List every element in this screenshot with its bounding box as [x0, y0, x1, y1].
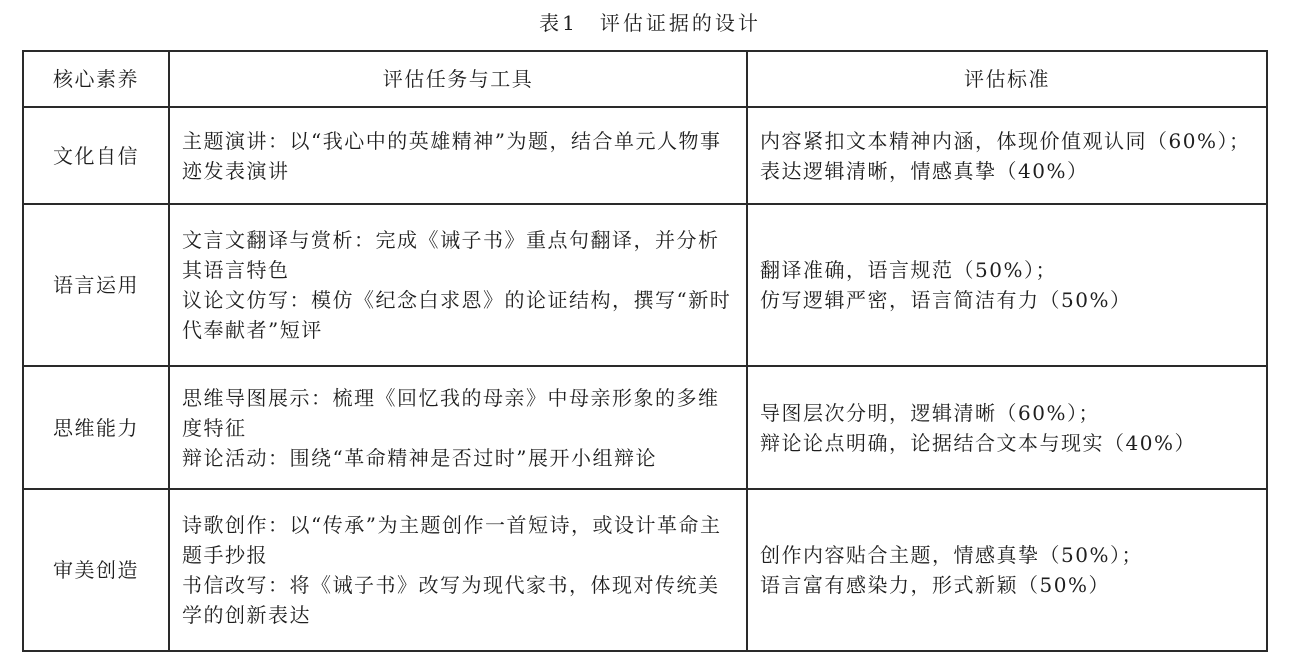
criteria-text: 仿写逻辑严密，语言简洁有力（50%） — [760, 288, 1132, 312]
criteria-text: 辩论论点明确，论据结合文本与现实（40%） — [760, 430, 1196, 455]
task-cell — [169, 489, 747, 651]
table-row — [23, 366, 1267, 489]
task-cell — [169, 366, 747, 489]
table-caption — [0, 4, 1300, 42]
literacy-cell: 审美创造 — [23, 489, 169, 651]
task-cell — [169, 107, 747, 204]
literacy-cell: 语言运用 — [23, 204, 169, 366]
table-row — [23, 107, 1267, 204]
header-criteria: 评估标准 — [747, 51, 1267, 107]
criteria-text: 翻译准确，语言规范（50%）； — [760, 258, 1057, 282]
criteria-cell — [747, 204, 1267, 366]
criteria-cell — [747, 107, 1267, 204]
criteria-cell — [747, 366, 1267, 489]
header-literacy: 核心素养 — [23, 51, 169, 107]
task-text: 议论文仿写：模仿《纪念白求恩》的论证结构，撰写“新时代奉献者”短评 — [182, 288, 732, 342]
assessment-table — [22, 50, 1268, 652]
task-text: 辩论活动：围绕“革命精神是否过时”展开小组辩论 — [182, 445, 657, 470]
task-text: 文言文翻译与赏析：完成《诫子书》重点句翻译，并分析其语言特色 — [182, 228, 720, 282]
criteria-text: 内容紧扣文本精神内涵，体现价值观认同（60%）； — [760, 128, 1251, 153]
header-tasks: 评估任务与工具 — [169, 51, 747, 107]
header-row — [23, 51, 1267, 107]
task-text: 思维导图展示：梳理《回忆我的母亲》中母亲形象的多维度特征 — [182, 385, 720, 440]
task-cell — [169, 204, 747, 366]
table-row — [23, 204, 1267, 366]
criteria-text: 表达逻辑清晰，情感真挚（40%） — [760, 158, 1089, 183]
literacy-cell: 文化自信 — [23, 107, 169, 204]
task-text: 书信改写：将《诫子书》改写为现代家书，体现对传统美学的创新表达 — [182, 573, 720, 627]
criteria-text: 导图层次分明，逻辑清晰（60%）； — [760, 400, 1100, 425]
task-text: 诗歌创作：以“传承”为主题创作一首短诗，或设计革命主题手抄报 — [182, 513, 722, 567]
criteria-text: 创作内容贴合主题，情感真挚（50%）； — [760, 543, 1143, 567]
criteria-cell — [747, 489, 1267, 651]
caption-number: 表1 — [539, 11, 578, 35]
criteria-text: 语言富有感染力，形式新颖（50%） — [760, 573, 1110, 597]
caption-title: 评估证据的设计 — [599, 11, 761, 35]
task-text: 主题演讲：以“我心中的英雄精神”为题，结合单元人物事迹发表演讲 — [182, 128, 722, 183]
literacy-cell: 思维能力 — [23, 366, 169, 489]
table-row — [23, 489, 1267, 651]
